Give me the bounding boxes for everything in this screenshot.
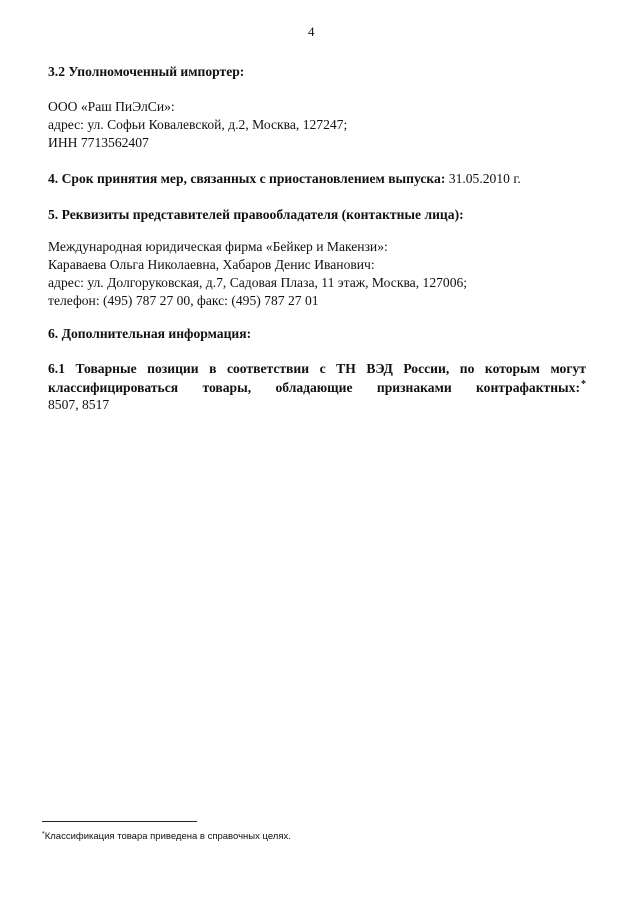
footnote-mark: * bbox=[42, 831, 45, 838]
representatives-heading: 5. Реквизиты представителей правообладателя (контактные лица): bbox=[48, 207, 464, 222]
tariff-line-2 bbox=[48, 379, 586, 398]
representatives-address: адрес: ул. Долгоруковская, д.7, Садовая Плаза, 11 этаж, Москва, 127006; bbox=[48, 275, 468, 290]
importer-heading: 3.2 Уполномоченный импортер: bbox=[48, 64, 245, 79]
representatives-phone: телефон: (495) 787 27 00, факс: (495) 787 27 01 bbox=[48, 293, 319, 308]
representatives-persons: Караваева Ольга Николаевна, Хабаров Денис Иванович: bbox=[48, 257, 375, 272]
representatives-firm: Международная юридическая фирма «Бейкер и Макензи»: bbox=[48, 239, 388, 254]
importer-inn: ИНН 7713562407 bbox=[48, 135, 149, 150]
measures-section bbox=[48, 171, 521, 187]
measures-date: 31.05.2010 г. bbox=[448, 171, 521, 186]
additional-heading: 6. Дополнительная информация: bbox=[48, 326, 252, 341]
tariff-codes: 8507, 8517 bbox=[48, 397, 110, 412]
measures-heading: 4. Срок принятия мер, связанных с приостановлением выпуска: bbox=[48, 171, 446, 186]
page-number: 4 bbox=[308, 24, 315, 39]
footnote bbox=[42, 831, 291, 842]
tariff-line-1: 6.1 Товарные позиции в соответствии с ТН ВЭД России, по которым могут bbox=[48, 361, 586, 376]
importer-address: адрес: ул. Софьи Ковалевской, д.2, Москва, 127247; bbox=[48, 117, 348, 132]
tariff-codes-paragraph bbox=[48, 360, 586, 398]
tariff-line-2-text: классифицироваться товары, обладающие признаками контрафактных: bbox=[48, 380, 580, 395]
footnote-text: Классификация товара приведена в справочных целях. bbox=[44, 831, 291, 842]
footnote-reference-mark: * bbox=[581, 379, 586, 390]
footnote-separator bbox=[42, 821, 197, 822]
importer-name: ООО «Раш ПиЭлСи»: bbox=[48, 99, 175, 114]
